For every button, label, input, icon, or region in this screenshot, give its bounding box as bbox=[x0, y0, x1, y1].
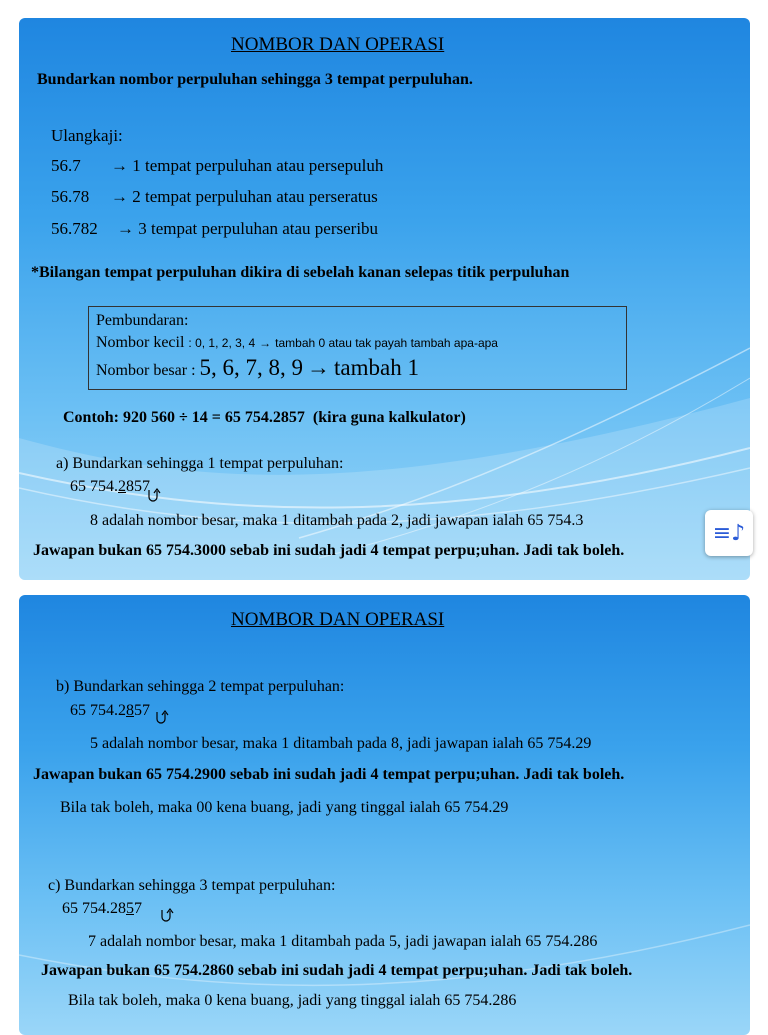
example-line: Contoh: 920 560 ÷ 14 = 65 754.2857 (kira guna kalkulator) bbox=[63, 409, 466, 426]
instruction: Bundarkan nombor perpuluhan sehingga 3 tempat perpuluhan. bbox=[37, 71, 473, 88]
slide-title: NOMBOR DAN OPERASI bbox=[231, 34, 445, 55]
carry-arrow-icon bbox=[153, 710, 169, 726]
part-c-explanation: 7 adalah nombor besar, maka 1 ditambah pada 5, jadi jawapan ialah 65 754.286 bbox=[88, 933, 598, 950]
rounding-rules-box bbox=[88, 306, 627, 390]
review-number-3: 56.782 bbox=[51, 219, 98, 238]
part-a-question: a) Bundarkan sehingga 1 tempat perpuluhan: bbox=[56, 455, 344, 472]
part-b-remark: Bila tak boleh, maka 00 kena buang, jadi yang tinggal ialah 65 754.29 bbox=[60, 799, 509, 816]
part-c-remark: Bila tak boleh, maka 0 kena buang, jadi yang tinggal ialah 65 754.286 bbox=[68, 992, 517, 1009]
review-desc-1: → 1 tempat perpuluhan atau persepuluh bbox=[111, 156, 384, 175]
arrow-right-icon: → bbox=[111, 187, 128, 206]
review-desc-3: → 3 tempat perpuluhan atau perseribu bbox=[117, 219, 379, 238]
part-a-answer-note: Jawapan bukan 65 754.3000 sebab ini sudah jadi 4 tempat perpu;uhan. Jadi tak boleh. bbox=[33, 542, 625, 559]
slide-title: NOMBOR DAN OPERASI bbox=[231, 609, 445, 630]
review-desc-2: → 2 tempat perpuluhan atau perseratus bbox=[111, 187, 378, 206]
review-number-2: 56.78 bbox=[51, 187, 90, 206]
part-a-explanation: 8 adalah nombor besar, maka 1 ditambah pada 2, jadi jawapan ialah 65 754.3 bbox=[90, 512, 584, 529]
part-b-question: b) Bundarkan sehingga 2 tempat perpuluhan: bbox=[56, 678, 345, 695]
part-c-answer-note: Jawapan bukan 65 754.2860 sebab ini sudah jadi 4 tempat perpu;uhan. Jadi tak boleh. bbox=[41, 962, 633, 979]
decimal-place-note: *Bilangan tempat perpuluhan dikira di sebelah kanan selepas titik perpuluhan bbox=[31, 264, 570, 281]
playlist-button[interactable] bbox=[705, 510, 753, 556]
review-label: Ulangkaji: bbox=[51, 126, 123, 145]
part-a-number: 65 754.2857 bbox=[70, 478, 150, 495]
slide-1 bbox=[19, 18, 750, 580]
review-number-1: 56.7 bbox=[51, 156, 81, 175]
part-b-answer-note: Jawapan bukan 65 754.2900 sebab ini sudah jadi 4 tempat perpu;uhan. Jadi tak boleh. bbox=[33, 766, 625, 783]
carry-arrow-icon bbox=[145, 488, 161, 504]
part-c-question: c) Bundarkan sehingga 3 tempat perpuluhan: bbox=[48, 877, 336, 894]
rounding-heading: Pembundaran: bbox=[96, 312, 189, 329]
carry-arrow-icon bbox=[158, 908, 174, 924]
arrow-right-icon: → bbox=[307, 355, 331, 380]
part-c-number: 65 754.2857 bbox=[62, 900, 142, 917]
playlist-music-icon: ≡♪ bbox=[712, 520, 746, 546]
arrow-right-icon: → bbox=[117, 219, 134, 238]
big-number-rule: Nombor besar : 5, 6, 7, 8, 9 → tambah 1 bbox=[96, 355, 419, 380]
small-number-rule: Nombor kecil : 0, 1, 2, 3, 4 → tambah 0 atau tak payah tambah apa-apa bbox=[96, 334, 498, 351]
part-b-explanation: 5 adalah nombor besar, maka 1 ditambah pada 8, jadi jawapan ialah 65 754.29 bbox=[90, 735, 592, 752]
part-b-number: 65 754.2857 bbox=[70, 702, 150, 719]
arrow-right-icon: → bbox=[111, 156, 128, 175]
slide-2 bbox=[19, 595, 750, 1035]
arrow-right-icon: → bbox=[259, 336, 272, 350]
